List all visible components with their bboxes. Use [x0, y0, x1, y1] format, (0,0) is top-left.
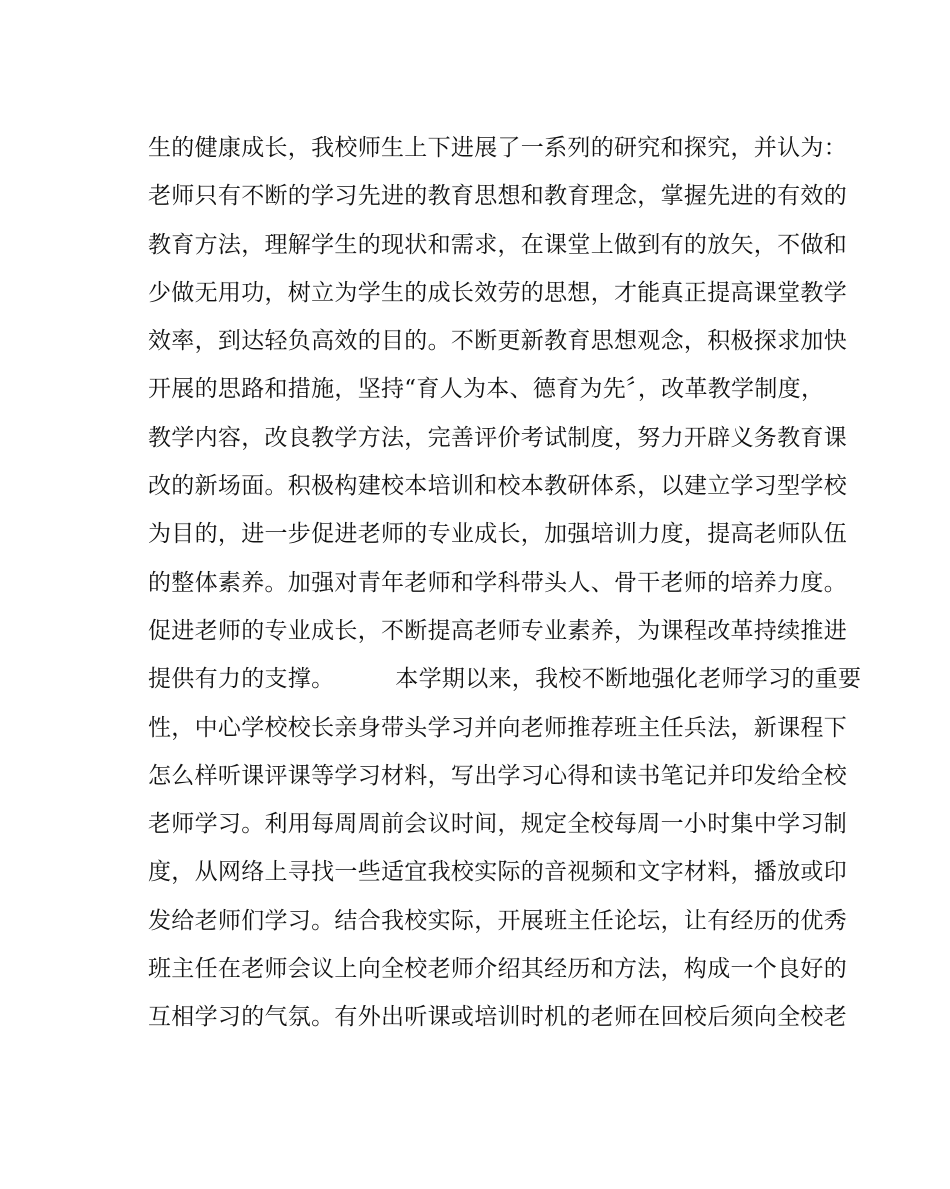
text-line: 为目的，进一步促进老师的专业成长，加强培训力度，提高老师队伍 [148, 521, 847, 548]
text-line: 教育方法，理解学生的现状和需求，在课堂上做到有的放矢，不做和 [148, 231, 847, 258]
text-line: 怎么样听课评课等学习材料，写出学习心得和读书笔记并印发给全校 [148, 762, 847, 789]
text-line: 老师学习。利用每周周前会议时间，规定全校每周一小时集中学习制 [148, 811, 847, 838]
text-line: 开展的思路和措施，坚持“育人为本、德育为先〞，改革教学制度， [148, 376, 825, 403]
text-line: 互相学习的气氛。有外出听课或培训时机的老师在回校后须向全校老 [148, 1004, 847, 1031]
text-line: 的整体素养。加强对青年老师和学科带头人、骨干老师的培养力度。 [148, 569, 847, 596]
text-line: 班主任在老师会议上向全校老师介绍其经历和方法，构成一个良好的 [148, 956, 847, 983]
text-line: 促进老师的专业成长，不断提高老师专业素养，为课程改革持续推进 [148, 617, 847, 644]
body-text [148, 128, 862, 1046]
text-line: 改的新场面。积极构建校本培训和校本教研体系，以建立学习型学校 [148, 473, 847, 500]
text-line: 度，从网络上寻找一些适宜我校实际的音视频和文字材料，播放或印 [148, 859, 847, 886]
text-line: 教学内容，改良教学方法，完善评价考试制度，努力开辟义务教育课 [148, 424, 847, 451]
text-line: 发给老师们学习。结合我校实际，开展班主任论坛，让有经历的优秀 [148, 907, 847, 934]
text-line: 生的健康成长，我校师生上下进展了一系列的研究和探究，并认为： [148, 135, 847, 161]
text-line: 少做无用功，树立为学生的成长效劳的思想，才能真正提高课堂教学 [148, 279, 847, 306]
text-line: 老师只有不断的学习先进的教育思想和教育理念，掌握先进的有效的 [148, 183, 847, 210]
text-line: 性，中心学校校长亲身带头学习并向老师推荐班主任兵法，新课程下 [148, 714, 847, 741]
text-line: 效率，到达轻负高效的目的。不断更新教育思想观念，积极探求加快 [148, 328, 847, 355]
text-line: 提供有力的支撑。 本学期以来，我校不断地强化老师学习的重要 [148, 666, 862, 693]
